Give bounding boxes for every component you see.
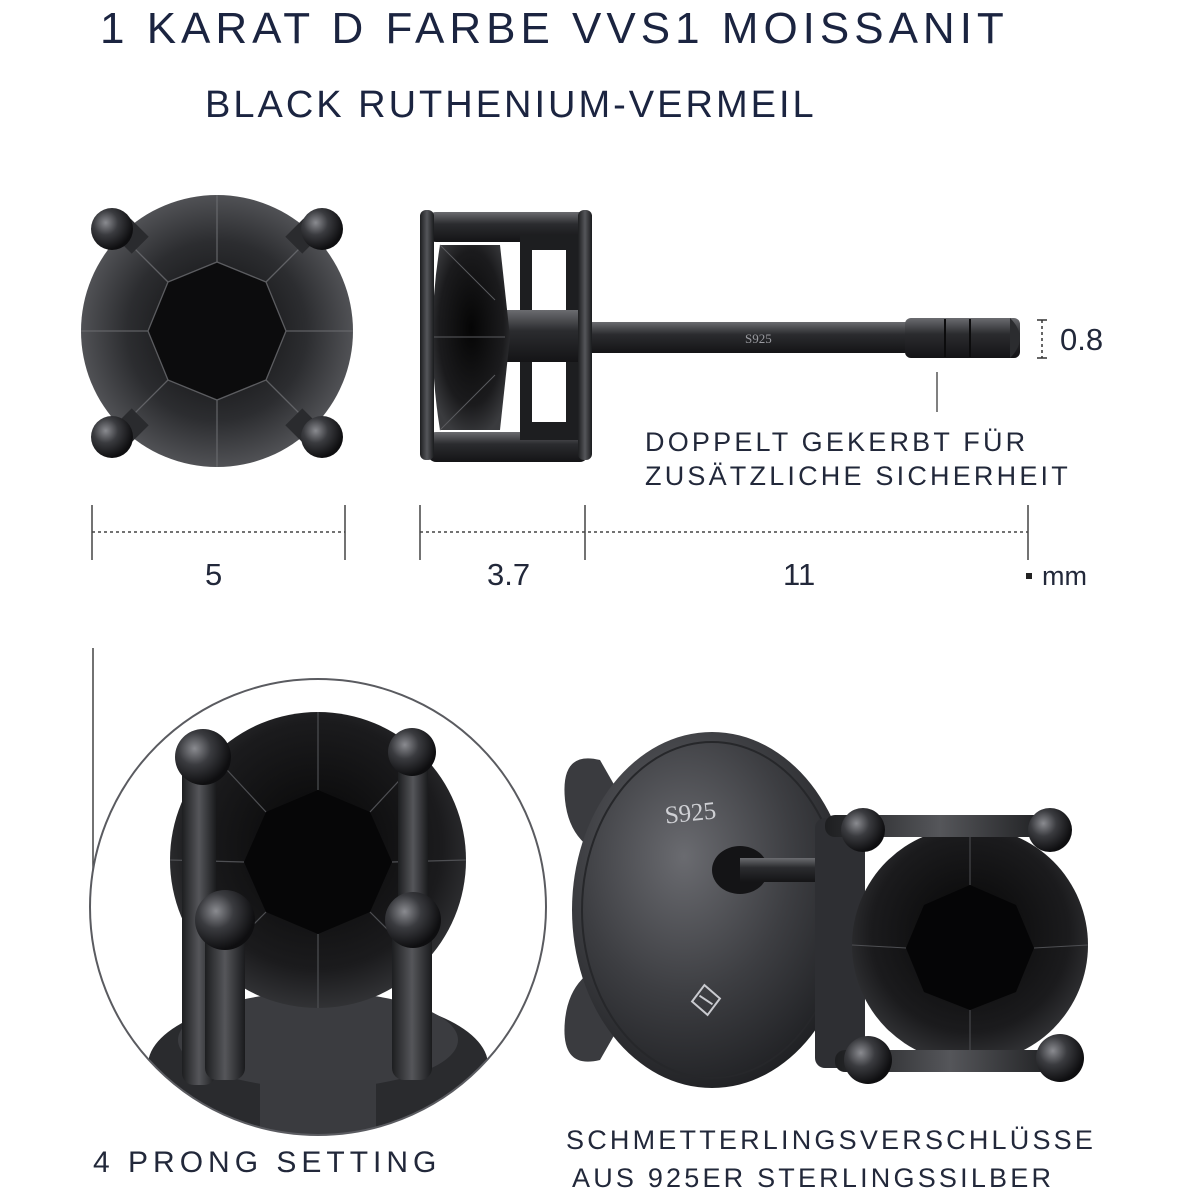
post-length-label: 11 bbox=[783, 557, 816, 592]
butterfly-clasp-view bbox=[564, 732, 1088, 1088]
setting-depth-label: 3.7 bbox=[487, 557, 531, 592]
clasp-engraving-text: S925 bbox=[663, 797, 718, 830]
clasp-caption-line2: AUS 925ER STERLINGSSILBER bbox=[572, 1163, 1055, 1193]
notch-note-line1: DOPPELT GEKERBT FÜR bbox=[645, 427, 1029, 457]
product-subtitle: BLACK RUTHENIUM-VERMEIL bbox=[205, 84, 817, 126]
post-thickness-label: 0.8 bbox=[1060, 322, 1104, 357]
stone-diameter-label: 5 bbox=[205, 557, 223, 592]
post-engraving-text: S925 bbox=[745, 331, 772, 346]
clasp-caption-line1: SCHMETTERLINGSVERSCHLÜSSE bbox=[566, 1125, 1097, 1155]
product-title: 1 KARAT D FARBE VVS1 MOISSANIT bbox=[100, 4, 1009, 53]
prong-zoom-circle bbox=[80, 670, 560, 1160]
dimension-lines bbox=[92, 505, 1032, 579]
prong-setting-caption: 4 PRONG SETTING bbox=[93, 1146, 442, 1179]
stud-front-angle bbox=[815, 808, 1088, 1084]
stud-top-view bbox=[81, 195, 353, 467]
notch-note-line2: ZUSÄTZLICHE SICHERHEIT bbox=[645, 461, 1071, 491]
stud-side-view bbox=[420, 210, 1020, 462]
unit-label: mm bbox=[1042, 561, 1087, 591]
